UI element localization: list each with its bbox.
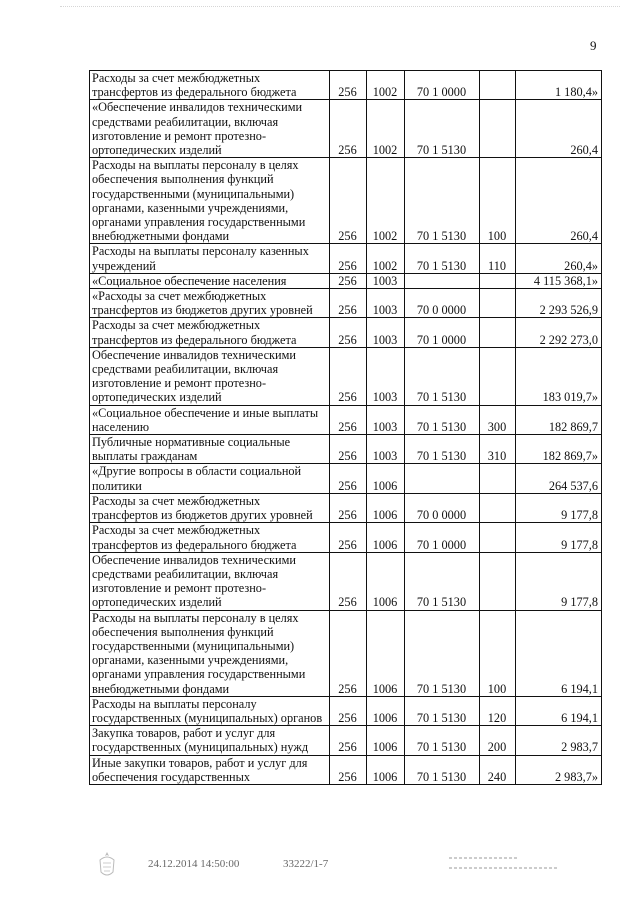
cell-name: Расходы за счет межбюджетных трансфертов из федерального бюджета — [90, 71, 330, 100]
table-row — [90, 552, 602, 610]
table-row — [90, 726, 602, 755]
cell-org: 256 — [330, 405, 367, 434]
cell-org: 256 — [330, 318, 367, 347]
budget-table — [89, 70, 602, 785]
cell-amount: 2 983,7 — [516, 726, 602, 755]
cell-vid — [480, 552, 516, 610]
cell-vid — [480, 464, 516, 493]
cell-vid — [480, 318, 516, 347]
cell-target: 70 1 5130 — [405, 755, 480, 784]
cell-name: Расходы за счет межбюджетных трансфертов из федерального бюджета — [90, 523, 330, 552]
cell-name: Расходы на выплаты персоналу в целях обеспечения выполнения функций государственными (муниципальными) органами, казенными учреждениями, органами управления государственными внебюджетными фондами — [90, 610, 330, 696]
cell-section: 1006 — [367, 696, 405, 725]
cell-vid — [480, 100, 516, 158]
table-row — [90, 71, 602, 100]
emblem-icon — [96, 850, 118, 880]
table-row — [90, 696, 602, 725]
cell-target: 70 1 0000 — [405, 523, 480, 552]
cell-section: 1002 — [367, 71, 405, 100]
cell-amount: 2 292 273,0 — [516, 318, 602, 347]
cell-vid — [480, 273, 516, 288]
faded-stamp-icon — [447, 852, 567, 874]
cell-section: 1003 — [367, 273, 405, 288]
cell-vid: 120 — [480, 696, 516, 725]
table-row — [90, 405, 602, 434]
table-row — [90, 610, 602, 696]
cell-target: 70 1 5130 — [405, 726, 480, 755]
cell-amount: 182 869,7 — [516, 405, 602, 434]
cell-target: 70 1 5130 — [405, 347, 480, 405]
cell-vid: 200 — [480, 726, 516, 755]
cell-org: 256 — [330, 696, 367, 725]
cell-name: «Обеспечение инвалидов техническими средствами реабилитации, включая изготовление и ремонт протезно-ортопедических изделий — [90, 100, 330, 158]
cell-section: 1003 — [367, 318, 405, 347]
cell-amount: 2 293 526,9 — [516, 289, 602, 318]
cell-org: 256 — [330, 726, 367, 755]
cell-name: Расходы на выплаты персоналу государственных (муниципальных) органов — [90, 696, 330, 725]
cell-vid: 240 — [480, 755, 516, 784]
cell-amount: 260,4 — [516, 100, 602, 158]
cell-org: 256 — [330, 755, 367, 784]
cell-org: 256 — [330, 100, 367, 158]
table-row — [90, 464, 602, 493]
cell-section: 1006 — [367, 610, 405, 696]
scan-artifact-line — [60, 6, 620, 11]
cell-section: 1006 — [367, 464, 405, 493]
cell-name: «Другие вопросы в области социальной политики — [90, 464, 330, 493]
table-row — [90, 347, 602, 405]
cell-amount: 1 180,4» — [516, 71, 602, 100]
cell-section: 1003 — [367, 289, 405, 318]
cell-org: 256 — [330, 244, 367, 273]
cell-section: 1006 — [367, 552, 405, 610]
table-row — [90, 523, 602, 552]
budget-table-body — [90, 71, 602, 785]
cell-vid — [480, 347, 516, 405]
cell-section: 1006 — [367, 523, 405, 552]
cell-target: 70 1 5130 — [405, 100, 480, 158]
cell-section: 1003 — [367, 435, 405, 464]
cell-section: 1002 — [367, 244, 405, 273]
cell-name: Закупка товаров, работ и услуг для государственных (муниципальных) нужд — [90, 726, 330, 755]
cell-section: 1003 — [367, 347, 405, 405]
cell-vid — [480, 289, 516, 318]
cell-org: 256 — [330, 71, 367, 100]
footer-doc-code: 33222/1-7 — [283, 858, 329, 870]
cell-name: «Социальное обеспечение и иные выплаты населению — [90, 405, 330, 434]
cell-amount: 4 115 368,1» — [516, 273, 602, 288]
footer-datetime: 24.12.2014 14:50:00 — [148, 858, 240, 870]
cell-org: 256 — [330, 289, 367, 318]
cell-section: 1006 — [367, 726, 405, 755]
cell-org: 256 — [330, 435, 367, 464]
cell-section: 1002 — [367, 158, 405, 244]
cell-target — [405, 273, 480, 288]
cell-target: 70 0 0000 — [405, 289, 480, 318]
cell-target: 70 1 0000 — [405, 318, 480, 347]
cell-amount: 9 177,8 — [516, 552, 602, 610]
cell-name: Обеспечение инвалидов техническими средствами реабилитации, включая изготовление и ремонт протезно-ортопедических изделий — [90, 552, 330, 610]
cell-amount: 264 537,6 — [516, 464, 602, 493]
cell-name: Обеспечение инвалидов техническими средствами реабилитации, включая изготовление и ремонт протезно-ортопедических изделий — [90, 347, 330, 405]
cell-vid: 100 — [480, 610, 516, 696]
cell-name: «Расходы за счет межбюджетных трансфертов из бюджетов других уровней — [90, 289, 330, 318]
cell-vid: 100 — [480, 158, 516, 244]
cell-amount: 6 194,1 — [516, 696, 602, 725]
cell-amount: 260,4» — [516, 244, 602, 273]
cell-vid: 310 — [480, 435, 516, 464]
cell-org: 256 — [330, 158, 367, 244]
cell-vid — [480, 493, 516, 522]
table-row — [90, 435, 602, 464]
cell-org: 256 — [330, 610, 367, 696]
cell-amount: 183 019,7» — [516, 347, 602, 405]
cell-target: 70 1 5130 — [405, 405, 480, 434]
cell-org: 256 — [330, 464, 367, 493]
cell-target: 70 1 5130 — [405, 552, 480, 610]
cell-target: 70 1 5130 — [405, 696, 480, 725]
cell-org: 256 — [330, 347, 367, 405]
cell-target: 70 1 5130 — [405, 158, 480, 244]
cell-target: 70 0 0000 — [405, 493, 480, 522]
cell-amount: 9 177,8 — [516, 523, 602, 552]
table-row — [90, 158, 602, 244]
cell-section: 1006 — [367, 755, 405, 784]
cell-amount: 260,4 — [516, 158, 602, 244]
cell-vid — [480, 523, 516, 552]
cell-section: 1002 — [367, 100, 405, 158]
cell-org: 256 — [330, 523, 367, 552]
table-row — [90, 289, 602, 318]
cell-org: 256 — [330, 273, 367, 288]
cell-target: 70 1 5130 — [405, 435, 480, 464]
cell-name: Иные закупки товаров, работ и услуг для обеспечения государственных — [90, 755, 330, 784]
table-row — [90, 493, 602, 522]
table-row — [90, 244, 602, 273]
stamp-mark — [447, 852, 567, 877]
cell-target — [405, 464, 480, 493]
cell-amount: 182 869,7» — [516, 435, 602, 464]
table-row — [90, 318, 602, 347]
cell-vid — [480, 71, 516, 100]
cell-amount: 9 177,8 — [516, 493, 602, 522]
cell-name: Расходы за счет межбюджетных трансфертов из бюджетов других уровней — [90, 493, 330, 522]
table-row — [90, 100, 602, 158]
cell-name: Расходы на выплаты персоналу казенных учреждений — [90, 244, 330, 273]
cell-name: Расходы на выплаты персоналу в целях обеспечения выполнения функций государственными (муниципальными) органами, казенными учреждениями, органами управления государственными внебюджетными фондами — [90, 158, 330, 244]
cell-target: 70 1 5130 — [405, 610, 480, 696]
cell-amount: 2 983,7» — [516, 755, 602, 784]
cell-vid: 110 — [480, 244, 516, 273]
cell-org: 256 — [330, 552, 367, 610]
cell-name: Публичные нормативные социальные выплаты гражданам — [90, 435, 330, 464]
cell-section: 1003 — [367, 405, 405, 434]
cell-target: 70 1 0000 — [405, 71, 480, 100]
cell-org: 256 — [330, 493, 367, 522]
table-row — [90, 755, 602, 784]
cell-vid: 300 — [480, 405, 516, 434]
cell-amount: 6 194,1 — [516, 610, 602, 696]
cell-section: 1006 — [367, 493, 405, 522]
table-row — [90, 273, 602, 288]
cell-name: «Социальное обеспечение населения — [90, 273, 330, 288]
cell-target: 70 1 5130 — [405, 244, 480, 273]
cell-name: Расходы за счет межбюджетных трансфертов из федерального бюджета — [90, 318, 330, 347]
page-number: 9 — [590, 38, 597, 53]
